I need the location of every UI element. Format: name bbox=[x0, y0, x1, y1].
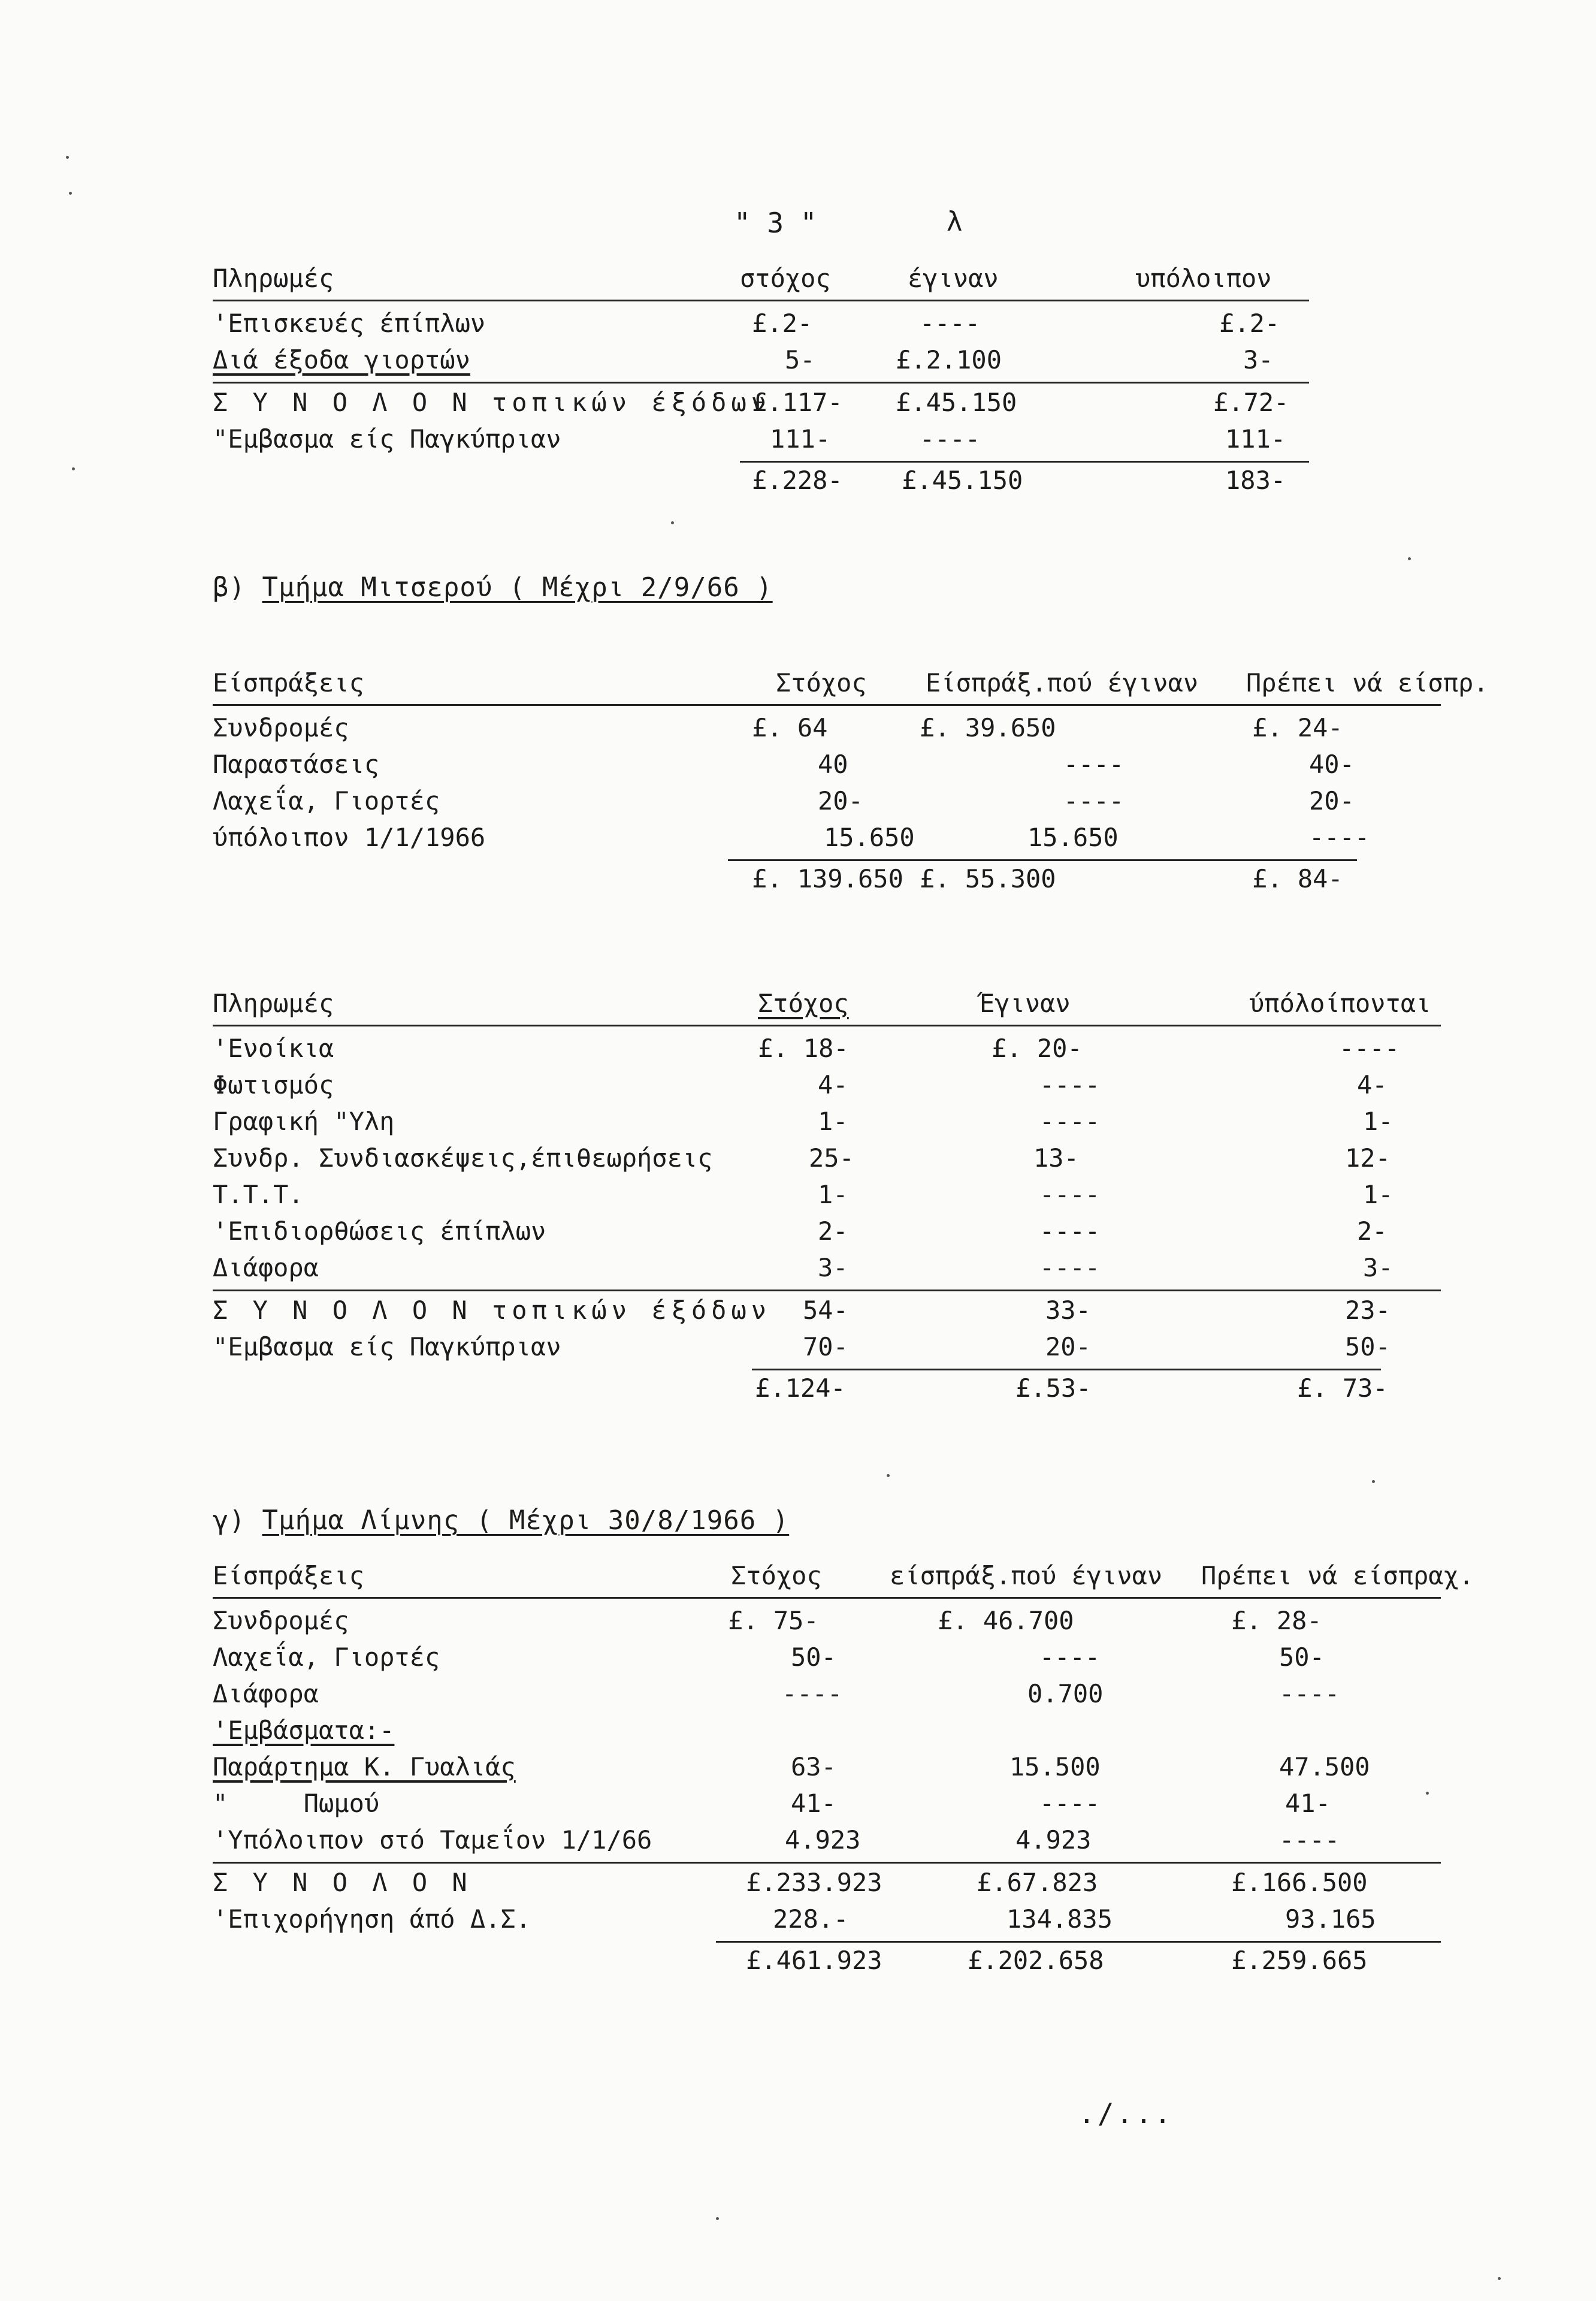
divider bbox=[213, 1290, 1441, 1291]
divider bbox=[213, 382, 1309, 384]
table-header: Είσπράξεις Στόχος Είσπράξ.πού έγιναν Πρέπει νά είσπρ. bbox=[213, 668, 1441, 706]
scan-speck bbox=[1408, 557, 1411, 560]
scan-speck bbox=[1372, 1480, 1375, 1483]
grant-row: 'Επιχορήγηση άπό Δ.Σ. 228.- 134.835 93.165 bbox=[213, 1904, 1376, 1934]
table-row: 'Εμβάσματα:- bbox=[213, 1716, 395, 1745]
table-row: Λαχεΐα, Γιορτές 20- ---- 20- bbox=[213, 786, 1355, 816]
section-payments-1 bbox=[213, 264, 1309, 502]
scan-speck bbox=[716, 2217, 719, 2220]
col-done: έγιναν bbox=[908, 264, 999, 293]
section-title-text: Τμήμα Λίμνης ( Μέχρι 30/8/1966 ) bbox=[262, 1505, 790, 1536]
scan-speck bbox=[671, 521, 674, 524]
col-remaining: υπόλοιπον bbox=[1135, 264, 1272, 293]
table-header: Πληρωμές Στόχος Έγιναν ύπόλοίπονται bbox=[213, 989, 1441, 1026]
table-row: Συνδρ. Συνδιασκέψεις,έπιθεωρήσεις 25- 13- 12- bbox=[213, 1143, 1391, 1173]
table-header bbox=[213, 264, 1309, 301]
table-row: Γραφική "Υλη 1- ---- 1- bbox=[213, 1107, 1394, 1136]
table-row: 'Υπόλοιπον στό Ταμεΐον 1/1/66 4.923 4.923 ---- bbox=[213, 1825, 1340, 1855]
table-row: 'Επισκευές έπίπλων £.2- ---- £.2- bbox=[213, 309, 1280, 338]
table-row: Συνδρομές £. 64 £. 39.650 £. 24- bbox=[213, 713, 1343, 742]
table-row: 'Επιδιορθώσεις έπίπλων 2- ---- 2- bbox=[213, 1216, 1388, 1246]
table-row: Παραστάσεις 40 ---- 40- bbox=[213, 750, 1355, 779]
col-label: Πληρωμές bbox=[213, 264, 334, 293]
section-income-limni bbox=[213, 1561, 1474, 1982]
table-row: Διάφορα ---- 0.700 ---- bbox=[213, 1679, 1340, 1708]
grand-total-row: £.228- £.45.150 183- bbox=[752, 466, 1286, 495]
grand-total-row: £. 139.650 £. 55.300 £. 84- bbox=[752, 864, 1343, 893]
table-row: Διά έξοδα γιορτών 5- £.2.100 3- bbox=[213, 345, 1274, 375]
table-row: Λαχεΐα, Γιορτές 50- ---- 50- bbox=[213, 1642, 1325, 1672]
divider bbox=[213, 1862, 1441, 1864]
scan-speck bbox=[887, 1474, 890, 1477]
section-income-mitsero bbox=[213, 668, 1489, 900]
table-header: Είσπράξεις Στόχος είσπράξ.πού έγιναν Πρέπει νά είσπραχ. bbox=[213, 1561, 1441, 1599]
total-row: Σ Υ Ν Ο Λ Ο Ν £.233.923 £.67.823 £.166.500 bbox=[213, 1868, 1368, 1897]
scan-speck bbox=[1426, 1792, 1429, 1795]
table-row: " Πωμού 41- ---- 41- bbox=[213, 1789, 1331, 1818]
scan-speck bbox=[72, 467, 75, 470]
grand-total-row: £.461.923 £.202.658 £.259.665 bbox=[746, 1946, 1368, 1975]
table-row: 'Ενοίκια £. 18- £. 20- ---- bbox=[213, 1034, 1400, 1063]
section-payments-mitsero bbox=[213, 989, 1441, 1409]
margin-mark: λ bbox=[947, 207, 963, 237]
continuation-mark: ./... bbox=[1078, 2097, 1174, 2130]
section-title-limni: γ) Τμήμα Λίμνης ( Μέχρι 30/8/1966 ) bbox=[213, 1505, 790, 1536]
page-number: " 3 " bbox=[734, 207, 817, 239]
table-row: Παράρτημα Κ. Γυαλιάς 63- 15.500 47.500 bbox=[213, 1752, 1370, 1781]
table-row: Φωτισμός 4- ---- 4- bbox=[213, 1070, 1388, 1100]
table-row: Διάφορα 3- ---- 3- bbox=[213, 1253, 1394, 1282]
scan-speck bbox=[66, 156, 69, 159]
scan-speck bbox=[1498, 2277, 1501, 2280]
remittance-row: "Εμβασμα είς Παγκύπριαν 111- ---- 111- bbox=[213, 424, 1286, 454]
col-target: στόχος bbox=[740, 264, 831, 293]
total-row: Σ Υ Ν Ο Λ Ο Ν τοπικών έξόδων 54- 33- 23- bbox=[213, 1296, 1391, 1325]
table-row: Συνδρομές £. 75- £. 46.700 £. 28- bbox=[213, 1606, 1322, 1635]
grand-total-row: £.124- £.53- £. 73- bbox=[755, 1373, 1388, 1403]
section-title-text: Τμήμα Μιτσερού ( Μέχρι 2/9/66 ) bbox=[262, 572, 773, 603]
table-row: ύπόλοιπον 1/1/1966 15.650 15.650 ---- bbox=[213, 823, 1370, 852]
remittance-row: "Εμβασμα είς Παγκύπριαν 70- 20- 50- bbox=[213, 1332, 1391, 1361]
scan-speck bbox=[69, 192, 72, 195]
table-row: T.T.T. 1- ---- 1- bbox=[213, 1180, 1394, 1209]
section-title-mitsero: β) Τμήμα Μιτσερού ( Μέχρι 2/9/66 ) bbox=[213, 572, 773, 603]
total-row: Σ Υ Ν Ο Λ Ο Ν τοπικών έξόδων £.117- £.45.150 £.72- bbox=[213, 388, 1289, 417]
